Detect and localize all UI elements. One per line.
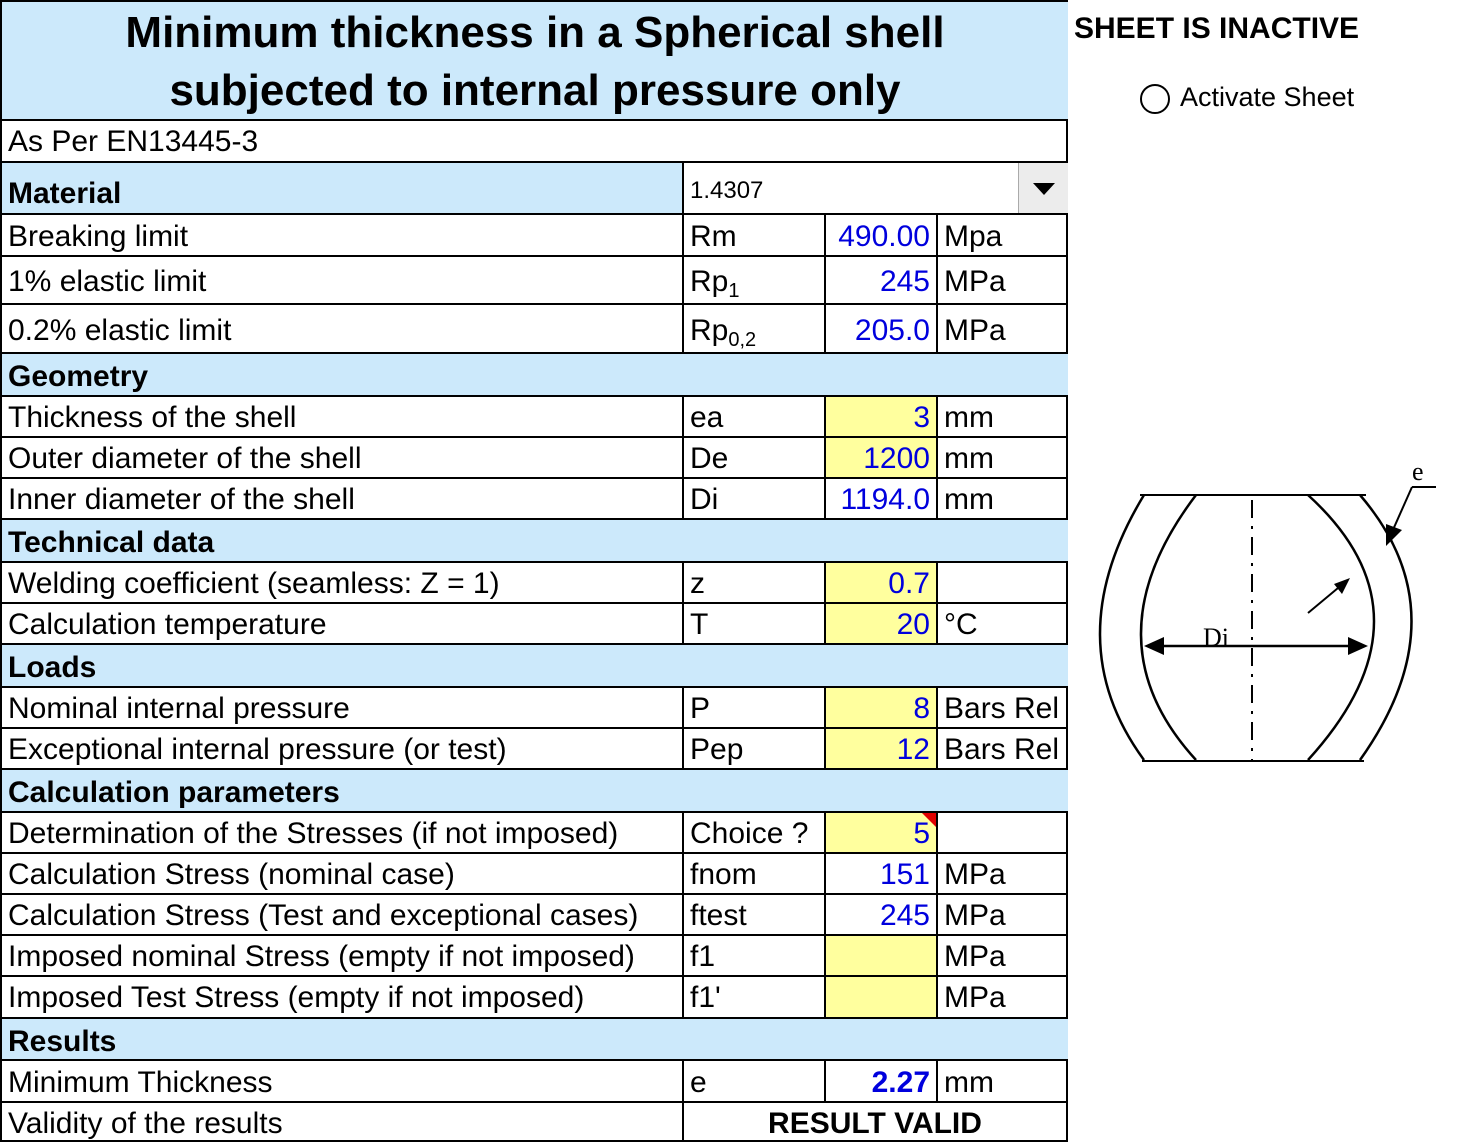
- row-symbol: z: [682, 563, 824, 602]
- row-symbol: Choice ?: [682, 813, 824, 852]
- row-label: Inner diameter of the shell: [8, 483, 355, 516]
- row-unit: Bars Rel: [936, 688, 1068, 727]
- comment-indicator-icon[interactable]: [922, 813, 936, 827]
- row-label: Calculation Stress (nominal case): [8, 858, 455, 891]
- row-unit: mm: [936, 1061, 1068, 1101]
- technical-section-label: Technical data: [8, 526, 215, 559]
- row-symbol: ea: [682, 397, 824, 436]
- material-section: [2, 163, 1068, 215]
- row-unit: [936, 813, 1068, 852]
- exceptional-pressure-input[interactable]: 12: [824, 729, 936, 768]
- imposed-nominal-stress-input[interactable]: [824, 936, 936, 975]
- technical-section: [2, 520, 1068, 563]
- row-label: Minimum Thickness: [8, 1066, 273, 1099]
- stress-choice-input[interactable]: 5: [824, 813, 936, 852]
- row-unit: MPa: [936, 936, 1068, 975]
- row-symbol: $Rp_{0,2}$: [682, 305, 824, 352]
- validity-status: RESULT VALID: [768, 1107, 982, 1140]
- row-unit: MPa: [936, 977, 1068, 1017]
- row-symbol: fnom: [682, 854, 824, 893]
- activate-sheet-label[interactable]: Activate Sheet: [1180, 82, 1355, 112]
- table-row: [2, 1061, 1068, 1103]
- table-row: [2, 854, 1068, 895]
- row-unit: mm: [936, 479, 1068, 518]
- spherical-shell-diagram: [1068, 0, 1476, 1142]
- table-row: [2, 563, 1068, 604]
- calc-params-section: [2, 770, 1068, 813]
- material-select-value: 1.4307: [690, 177, 764, 204]
- row-unit: MPa: [936, 854, 1068, 893]
- imposed-test-stress-input[interactable]: [824, 977, 936, 1017]
- table-row: [2, 397, 1068, 438]
- min-thickness-value: 2.27: [824, 1061, 936, 1101]
- row-label: Welding coefficient (seamless: Z = 1): [8, 567, 500, 600]
- row-symbol: f1': [682, 977, 824, 1017]
- table-row: [2, 936, 1068, 977]
- table-row: [2, 895, 1068, 936]
- row-label: Outer diameter of the shell: [8, 442, 362, 475]
- row-symbol: Rm: [682, 215, 824, 255]
- material-select[interactable]: [682, 163, 1068, 213]
- table-row: [2, 1103, 1068, 1142]
- diameter-label: Di: [1203, 623, 1229, 652]
- pointer-arrow-icon: [1334, 578, 1350, 594]
- row-value: 151: [824, 854, 936, 893]
- arrow-left-icon: [1144, 637, 1164, 655]
- thickness-arrow-icon: [1386, 524, 1402, 546]
- row-label: Validity of the results: [8, 1107, 283, 1140]
- row-unit: [936, 563, 1068, 602]
- row-symbol: Di: [682, 479, 824, 518]
- table-row: [2, 438, 1068, 479]
- row-unit: °C: [936, 604, 1068, 643]
- table-row: [2, 688, 1068, 729]
- table-row: [2, 729, 1068, 770]
- row-label: Calculation temperature: [8, 608, 327, 641]
- row-label: Exceptional internal pressure (or test): [8, 733, 507, 766]
- title-line-2: subjected to internal pressure only: [169, 66, 901, 115]
- row-label: Imposed Test Stress (empty if not imposed): [8, 981, 585, 1014]
- row-unit: Bars Rel: [936, 729, 1068, 768]
- row-label: Determination of the Stresses (if not imposed): [8, 817, 619, 850]
- title-line-1: Minimum thickness in a Spherical shell: [125, 8, 945, 57]
- row-value: 245: [824, 895, 936, 934]
- arrow-right-icon: [1348, 637, 1368, 655]
- nominal-pressure-input[interactable]: 8: [824, 688, 936, 727]
- row-unit: MPa: [936, 895, 1068, 934]
- row-symbol: $Rp_1$: [682, 257, 824, 303]
- loads-section-label: Loads: [8, 651, 97, 684]
- geometry-section: [2, 354, 1068, 397]
- row-symbol: De: [682, 438, 824, 477]
- side-panel: [1068, 0, 1476, 1142]
- row-value: 1194.0: [824, 479, 936, 518]
- row-unit: MPa: [936, 305, 1068, 352]
- temperature-input[interactable]: 20: [824, 604, 936, 643]
- row-label: 1% elastic limit: [8, 265, 207, 298]
- welding-coefficient-input[interactable]: 0.7: [824, 563, 936, 602]
- geometry-section-label: Geometry: [8, 360, 149, 393]
- row-symbol: T: [682, 604, 824, 643]
- shell-outer-right-arc: [1360, 495, 1412, 760]
- row-symbol: Pep: [682, 729, 824, 768]
- table-row: [2, 604, 1068, 645]
- thickness-leader: [1392, 487, 1412, 532]
- sheet-title: [2, 2, 1068, 121]
- calc-params-section-label: Calculation parameters: [8, 776, 340, 809]
- row-symbol: e: [682, 1061, 824, 1101]
- thickness-label: e: [1412, 457, 1424, 486]
- shell-inner-right-arc: [1308, 495, 1374, 760]
- shell-outer-left-arc: [1100, 495, 1144, 760]
- row-label: Imposed nominal Stress (empty if not imposed): [8, 940, 635, 973]
- row-label: Thickness of the shell: [8, 401, 297, 434]
- shell-inner-left-arc: [1141, 495, 1196, 760]
- sheet-status: SHEET IS INACTIVE: [1074, 12, 1360, 45]
- row-unit: Mpa: [936, 215, 1068, 255]
- thickness-input[interactable]: 3: [824, 397, 936, 436]
- results-section-label: Results: [8, 1025, 117, 1058]
- row-label: Nominal internal pressure: [8, 692, 350, 725]
- row-label: Calculation Stress (Test and exceptional cases): [8, 899, 639, 932]
- row-symbol: ftest: [682, 895, 824, 934]
- table-row: [2, 257, 1068, 305]
- row-label: Breaking limit: [8, 220, 189, 253]
- table-row: [2, 813, 1068, 854]
- results-section: [2, 1019, 1068, 1061]
- table-row: [2, 305, 1068, 354]
- table-row: [2, 977, 1068, 1019]
- standard-label: As Per EN13445-3: [8, 125, 259, 158]
- row-unit: mm: [936, 438, 1068, 477]
- table-row: [2, 215, 1068, 257]
- row-value: 245: [824, 257, 936, 303]
- row-label: 0.2% elastic limit: [8, 314, 232, 347]
- loads-section: [2, 645, 1068, 688]
- chevron-down-icon[interactable]: [1018, 163, 1068, 213]
- table-row: [2, 479, 1068, 520]
- row-symbol: f1: [682, 936, 824, 975]
- row-unit: mm: [936, 397, 1068, 436]
- standard-row: [2, 121, 1068, 163]
- row-symbol: P: [682, 688, 824, 727]
- row-value: 490.00: [824, 215, 936, 255]
- material-section-label: Material: [8, 177, 122, 210]
- row-value: 205.0: [824, 305, 936, 352]
- outer-diameter-input[interactable]: 1200: [824, 438, 936, 477]
- row-unit: MPa: [936, 257, 1068, 303]
